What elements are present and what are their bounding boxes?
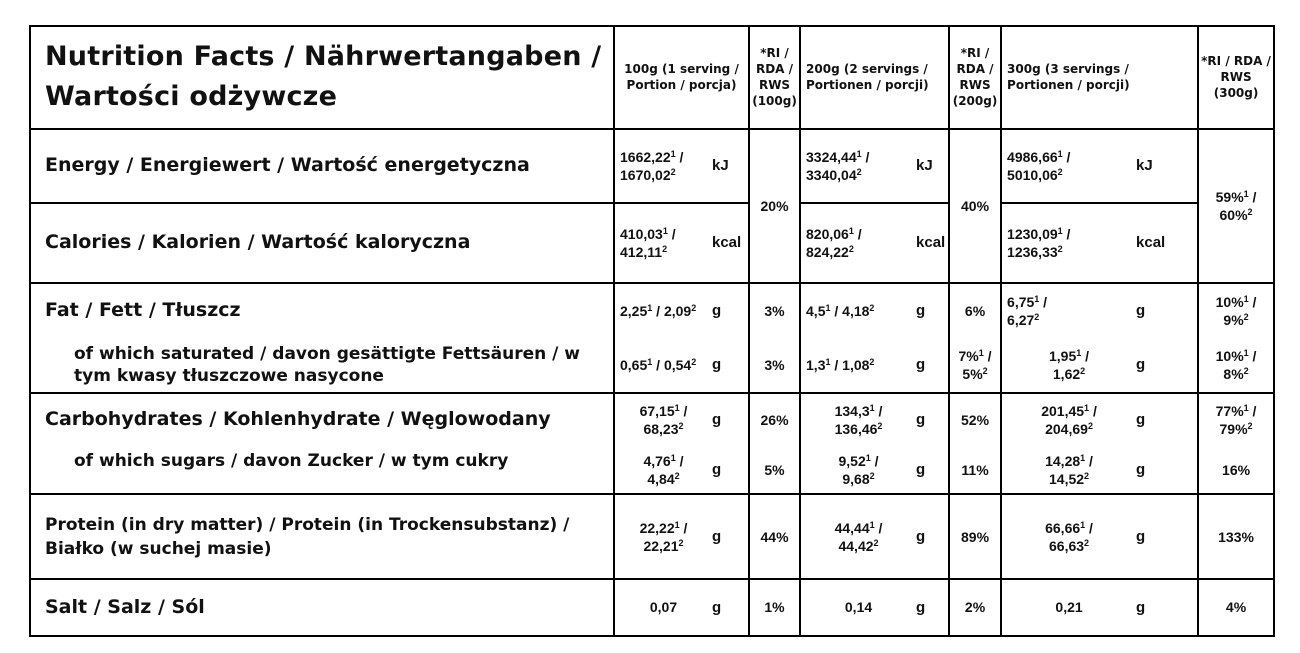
salt-rda-100g: 1%: [749, 579, 800, 636]
header-100g: 100g (1 serving / Portion / porcja): [614, 26, 749, 129]
saturated-300g-unit: g: [1136, 356, 1146, 374]
header-200g: 200g (2 servings / Portionen / porcji): [800, 26, 949, 129]
nutrition-facts-table: [29, 25, 1275, 637]
carbohydrates-100g-value: 67,15$^1$ / 68,23$^2$: [614, 393, 712, 446]
fat-300g-value: 6,75$^1$ / 6,27$^2$: [1001, 283, 1136, 338]
calories-300g-value: 1230,09$^1$ / 1236,33$^2$: [1001, 203, 1136, 283]
fat-rda-300g: 10%$^1$ / 9%$^2$: [1198, 283, 1274, 338]
saturated-100g-value: 0,65$^1$ / 0,54$^2$: [614, 338, 712, 393]
carbohydrates-200g-value: 134,3$^1$ / 136,46$^2$: [800, 393, 916, 446]
saturated-rda-200g: 7%$^1$ / 5%$^2$: [949, 338, 1001, 393]
fat-rda-100g: 3%: [749, 283, 800, 338]
header-300g: 300g (3 servings / Portionen / porcji): [1001, 26, 1198, 129]
fat-200g-unit: g: [916, 302, 926, 320]
protein-200g-value: 44,44$^1$ / 44,42$^2$: [800, 494, 916, 579]
row-energy: [30, 129, 1274, 203]
row-sugars: [30, 446, 1274, 495]
energy-100g-unit: kJ: [712, 157, 729, 175]
calories-200g-value: 820,06$^1$ / 824,22$^2$: [800, 203, 916, 283]
row-fat: [30, 283, 1274, 338]
calories-100g-value: 410,03$^1$ / 412,11$^2$: [614, 203, 712, 283]
salt-rda-300g: 4%: [1198, 579, 1274, 636]
energy-200g-value: 3324,44$^1$ / 3340,04$^2$: [800, 129, 916, 203]
carbohydrates-rda-300g: 77%$^1$ / 79%$^2$: [1198, 393, 1274, 446]
sugars-rda-300g: 16%: [1198, 446, 1274, 495]
row-salt: [30, 579, 1274, 636]
header-rda-200g: *RI / RDA / RWS (200g): [949, 26, 1001, 129]
energy-rda-200g: 40%: [949, 129, 1001, 283]
protein-label: Protein (in dry matter) / Protein (in Trockensubstanz) / Białko (w suchej masie): [45, 514, 570, 559]
calories-100g-unit: kcal: [712, 234, 742, 252]
energy-label: Energy / Energiewert / Wartość energetyczna: [45, 154, 530, 177]
protein-200g-unit: g: [916, 528, 926, 546]
carbohydrates-rda-100g: 26%: [749, 393, 800, 446]
row-saturated: [30, 338, 1274, 393]
salt-300g-unit: g: [1136, 598, 1146, 616]
header-rda-300g: *RI / RDA / RWS (300g): [1198, 26, 1274, 129]
energy-300g-value: 4986,66$^1$ / 5010,06$^2$: [1001, 129, 1136, 203]
salt-rda-200g: 2%: [949, 579, 1001, 636]
sugars-100g-value: 4,76$^1$ / 4,84$^2$: [614, 446, 712, 495]
protein-100g-value: 22,22$^1$ / 22,21$^2$: [614, 494, 712, 579]
row-carbohydrates: [30, 393, 1274, 446]
salt-300g-value: 0,21: [1001, 579, 1136, 636]
row-protein: [30, 494, 1274, 579]
carbohydrates-200g-unit: g: [916, 411, 926, 429]
carbohydrates-label: Carbohydrates / Kohlenhydrate / Węglowodany: [45, 408, 551, 431]
protein-300g-unit: g: [1136, 528, 1146, 546]
saturated-rda-100g: 3%: [749, 338, 800, 393]
salt-200g-value: 0,14: [800, 579, 916, 636]
sugars-300g-value: 14,28$^1$ / 14,52$^2$: [1001, 446, 1136, 495]
salt-200g-unit: g: [916, 598, 926, 616]
sugars-rda-100g: 5%: [749, 446, 800, 495]
saturated-200g-unit: g: [916, 356, 926, 374]
protein-rda-300g: 133%: [1198, 494, 1274, 579]
fat-200g-value: $4,5^1 / 4,18^2$: [800, 283, 916, 338]
saturated-300g-value: 1,95$^1$ / 1,62$^2$: [1001, 338, 1136, 393]
calories-200g-unit: kcal: [916, 234, 946, 252]
salt-100g-value: 0,07: [614, 579, 712, 636]
carbohydrates-rda-200g: 52%: [949, 393, 1001, 446]
protein-300g-value: 66,66$^1$ / 66,63$^2$: [1001, 494, 1136, 579]
protein-rda-100g: 44%: [749, 494, 800, 579]
row-calories: [30, 203, 1274, 283]
fat-label: Fat / Fett / Tłuszcz: [45, 299, 241, 322]
energy-300g-unit: kJ: [1136, 157, 1153, 175]
carbohydrates-100g-unit: g: [712, 411, 722, 429]
fat-300g-unit: g: [1136, 302, 1146, 320]
energy-rda-300g: 59%$^1$ / 60%$^2$: [1198, 129, 1274, 283]
sugars-label: of which sugars / davon Zucker / w tym cukry: [74, 450, 509, 471]
energy-rda-100g: 20%: [749, 129, 800, 283]
protein-rda-200g: 89%: [949, 494, 1001, 579]
sugars-200g-unit: g: [916, 461, 926, 478]
saturated-label: of which saturated / davon gesättigte Fettsäuren / w tym kwasy tłuszczowe nasycone: [74, 343, 580, 386]
protein-100g-unit: g: [712, 528, 722, 546]
sugars-rda-200g: 11%: [949, 446, 1001, 495]
fat-100g-value: 2,25$^1$ / 2,09$^2$: [614, 283, 712, 338]
table-title: Nutrition Facts / Nährwertangaben / Wartości odżywcze: [45, 41, 602, 113]
sugars-300g-unit: g: [1136, 461, 1146, 478]
salt-label: Salt / Salz / Sól: [45, 595, 205, 618]
sugars-100g-unit: g: [712, 461, 722, 478]
saturated-rda-300g: 10%$^1$ / 8%$^2$: [1198, 338, 1274, 393]
fat-rda-200g: 6%: [949, 283, 1001, 338]
salt-100g-unit: g: [712, 598, 722, 616]
header-rda-100g: *RI / RDA / RWS (100g): [749, 26, 800, 129]
carbohydrates-300g-value: 201,45$^1$ / 204,69$^2$: [1001, 393, 1136, 446]
fat-100g-unit: g: [712, 302, 722, 320]
saturated-200g-value: $1,3^1 / 1,08^2$: [800, 338, 916, 393]
sugars-200g-value: 9,52$^1$ / 9,68$^2$: [800, 446, 916, 495]
carbohydrates-300g-unit: g: [1136, 411, 1146, 429]
energy-100g-value: 1662,22$^1$ / 1670,02$^2$: [614, 129, 712, 203]
saturated-100g-unit: g: [712, 356, 722, 374]
calories-300g-unit: kcal: [1136, 234, 1166, 252]
energy-200g-unit: kJ: [916, 157, 933, 175]
calories-label: Calories / Kalorien / Wartość kaloryczna: [45, 231, 471, 254]
